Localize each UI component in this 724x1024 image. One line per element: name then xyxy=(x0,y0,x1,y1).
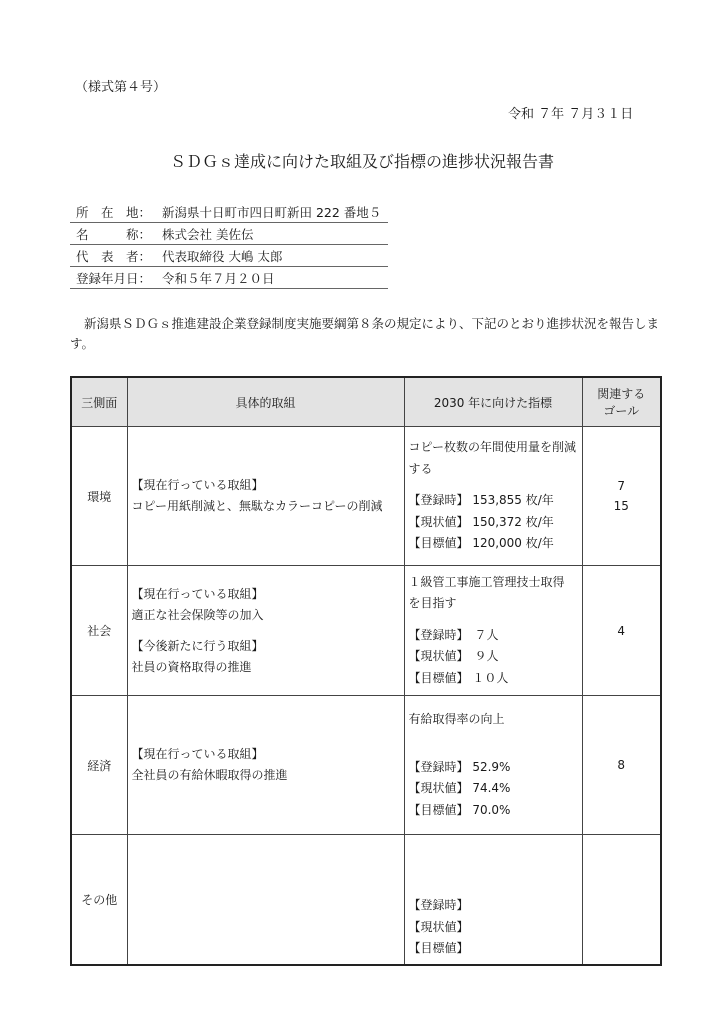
new-action-text: 社員の資格取得の推進 xyxy=(131,659,252,674)
report-date: 令和 ７年 ７月３１日 xyxy=(508,107,634,122)
registered-value: 【登録時】 ７人 xyxy=(408,627,499,642)
goal-number: 8 xyxy=(617,758,626,772)
representative-label: 代 表 者： xyxy=(70,245,156,267)
table-row xyxy=(71,835,661,965)
aspect-cell: 経済 xyxy=(71,696,127,835)
table-header-row xyxy=(71,377,661,427)
goal-number: 4 xyxy=(617,623,626,638)
target-value: 【目標値】 70.0% xyxy=(408,802,511,817)
table-row xyxy=(71,566,661,696)
current-action-label: 【現在行っている取組】 xyxy=(131,586,264,601)
aspect-cell: 環境 xyxy=(71,427,127,566)
current-value: 【現状値】 150,372 枚/年 xyxy=(408,514,554,529)
address-label: 所 在 地： xyxy=(70,201,156,223)
actions-cell xyxy=(127,427,404,566)
actions-cell xyxy=(127,696,404,835)
representative-value: 代表取締役 大嶋 太郎 xyxy=(156,245,388,267)
current-action-text: 適正な社会保険等の加入 xyxy=(131,607,264,622)
header-actions: 具体的取組 xyxy=(127,377,404,427)
address-value: 新潟県十日町市四日町新田 222 番地５ xyxy=(156,201,388,223)
actions-cell xyxy=(127,835,404,965)
company-info-row xyxy=(70,201,388,223)
registration-date-value: 令和５年７月２０日 xyxy=(156,267,388,289)
target-value: 【目標値】 xyxy=(408,941,469,955)
company-info-row xyxy=(70,267,388,289)
registration-date-label: 登録年月日： xyxy=(70,267,156,289)
header-goal-line2: ゴール xyxy=(603,404,640,418)
indicator-cell xyxy=(404,835,582,965)
spacer xyxy=(409,731,578,757)
indicator-title-cont: する xyxy=(408,461,433,476)
indicator-cell xyxy=(404,427,582,566)
goal-cell xyxy=(582,427,661,566)
table-row xyxy=(71,427,661,566)
current-action-label: 【現在行っている取組】 xyxy=(131,747,264,761)
intro-paragraph: 新潟県ＳＤＧｓ推進建設企業登録制度実施要綱第８条の規定により、下記のとおり進捗状況を報告します。 xyxy=(70,316,660,351)
spacer xyxy=(132,626,400,636)
registered-value: 【登録時】 xyxy=(408,898,469,912)
current-action-text: 全社員の有給休暇取得の推進 xyxy=(131,768,288,782)
goal-number: 15 xyxy=(613,499,629,513)
company-info-table xyxy=(70,201,388,289)
company-name-label: 名 称： xyxy=(70,223,156,245)
indicator-title-cont: を目指す xyxy=(408,596,457,611)
goal-cell xyxy=(582,566,661,696)
header-goal xyxy=(582,377,661,427)
company-info-row xyxy=(70,245,388,267)
goal-cell xyxy=(582,696,661,835)
indicator-title: 有給取得率の向上 xyxy=(408,712,505,726)
header-goal-line1: 関連する xyxy=(597,387,646,401)
company-name-value: 株式会社 美佐伝 xyxy=(156,223,388,245)
indicator-cell xyxy=(404,696,582,835)
table-row xyxy=(71,696,661,835)
target-value: 【目標値】 120,000 枚/年 xyxy=(408,536,554,551)
goal-cell xyxy=(582,835,661,965)
registered-value: 【登録時】 52.9% xyxy=(408,759,511,774)
spacer xyxy=(409,615,578,625)
indicator-cell xyxy=(404,566,582,696)
target-value: 【目標値】 １０人 xyxy=(408,670,509,685)
new-action-label: 【今後新たに行う取組】 xyxy=(131,638,264,653)
company-info-row xyxy=(70,223,388,245)
current-value: 【現状値】 74.4% xyxy=(408,781,511,795)
spacer xyxy=(409,480,578,490)
indicator-title: １級管工事施工管理技士取得 xyxy=(408,574,565,589)
form-number: （様式第４号） xyxy=(75,80,167,95)
header-indicator: 2030 年に向けた指標 xyxy=(404,377,582,427)
current-value: 【現状値】 ９人 xyxy=(408,649,499,664)
header-aspect: 三側面 xyxy=(71,377,127,427)
current-action-label: 【現在行っている取組】 xyxy=(131,478,264,492)
registered-value: 【登録時】 153,855 枚/年 xyxy=(408,493,554,508)
goal-number: 7 xyxy=(617,479,626,493)
aspect-cell: その他 xyxy=(71,835,127,965)
indicator-title: コピー枚数の年間使用量を削減 xyxy=(408,440,577,455)
progress-table xyxy=(70,376,662,966)
current-value: 【現状値】 xyxy=(408,919,469,934)
current-action-text: コピー用紙削減と、無駄なカラーコピーの削減 xyxy=(131,499,383,513)
document-title: ＳＤＧｓ達成に向けた取組及び指標の進捗状況報告書 xyxy=(169,152,554,171)
actions-cell xyxy=(127,566,404,696)
aspect-cell: 社会 xyxy=(71,566,127,696)
